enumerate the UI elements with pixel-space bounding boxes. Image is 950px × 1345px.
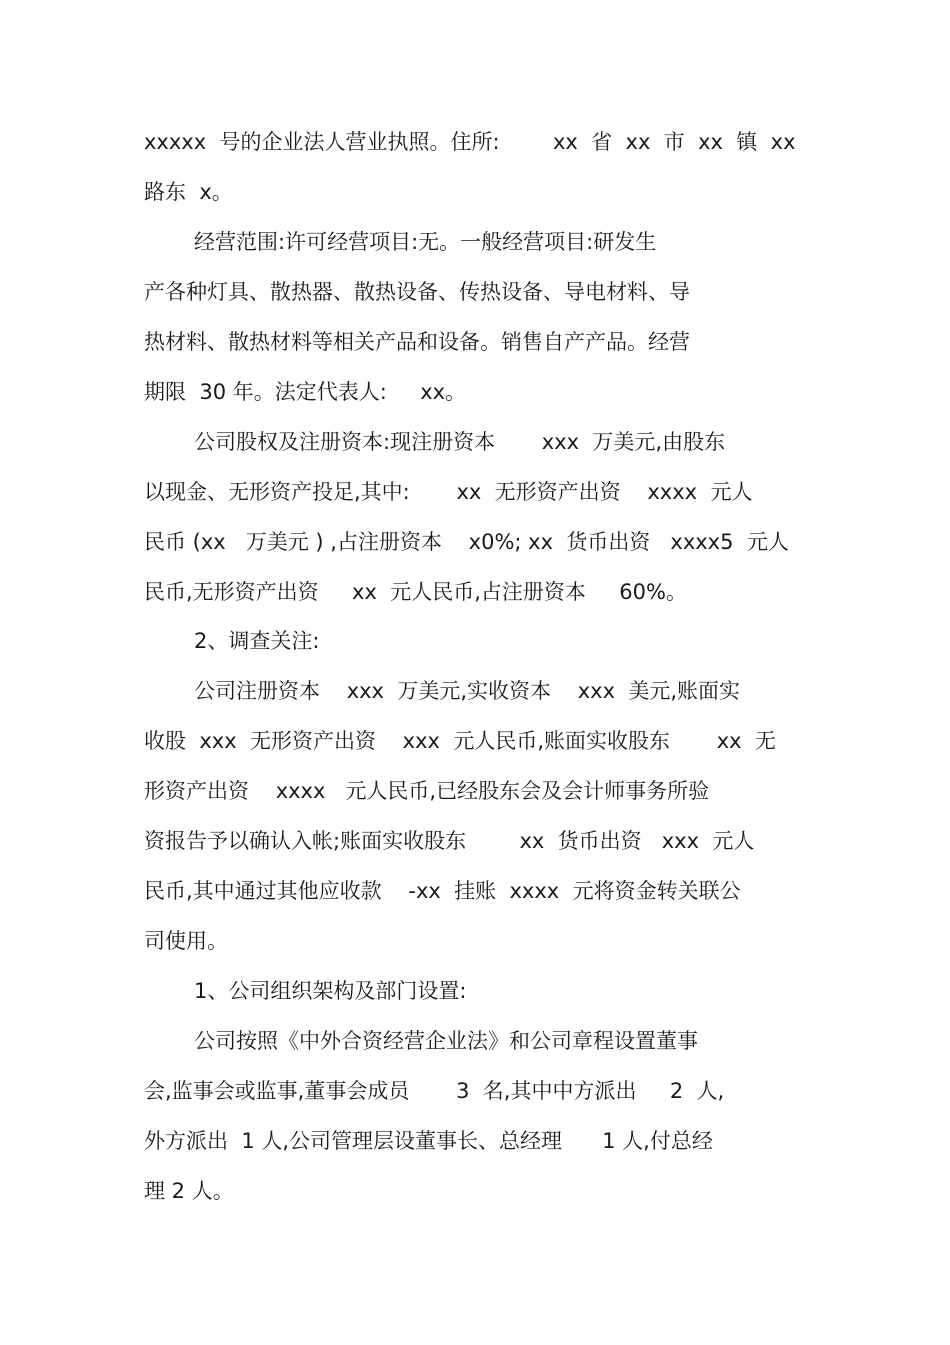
text-line: 司使用。: [144, 929, 228, 953]
section-heading: 2、调查关注:: [194, 629, 320, 653]
text-line: 会,监事会或监事,董事会成员 3 名,其中中方派出 2 人,: [144, 1079, 725, 1103]
text-line: 形资产出资 xxxx 元人民币,已经股东会及会计师事务所验: [144, 779, 710, 803]
text-line: 期限 30 年。法定代表人: xx。: [144, 380, 467, 404]
text-line: 产各种灯具、散热器、散热设备、传热设备、导电材料、导: [144, 280, 690, 304]
paragraph-start-line: 公司注册资本 xxx 万美元,实收资本 xxx 美元,账面实: [194, 679, 741, 703]
paragraph-start-line: 公司股权及注册资本:现注册资本 xxx 万美元,由股东: [194, 430, 726, 454]
text-line: 民币 (xx 万美元 ) ,占注册资本 x0%; xx 货币出资 xxxx5 元人: [144, 530, 789, 554]
text-line: xxxxx 号的企业法人营业执照。住所: xx 省 xx 市 xx 镇 xx: [144, 130, 796, 154]
text-line: 民币,无形资产出资 xx 元人民币,占注册资本 60%。: [144, 580, 687, 604]
text-line: 理 2 人。: [144, 1179, 234, 1203]
text-line: 收股 xxx 无形资产出资 xxx 元人民币,账面实收股东 xx 无: [144, 729, 776, 753]
paragraph-start-line: 公司按照《中外合资经营企业法》和公司章程设置董事: [194, 1029, 698, 1053]
text-line: 资报告予以确认入帐;账面实收股东 xx 货币出资 xxx 元人: [144, 829, 755, 853]
text-line: 外方派出 1 人,公司管理层设董事长、总经理 1 人,付总经: [144, 1129, 713, 1153]
section-heading: 1、公司组织架构及部门设置:: [194, 979, 467, 1003]
text-line: 以现金、无形资产投足,其中: xx 无形资产出资 xxxx 元人: [144, 480, 753, 504]
text-line: 路东 x。: [144, 180, 233, 204]
text-line: 热材料、散热材料等相关产品和设备。销售自产产品。经营: [144, 330, 690, 354]
text-line: 民币,其中通过其他应收款 -xx 挂账 xxxx 元将资金转关联公: [144, 879, 741, 903]
paragraph-start-line: 经营范围:许可经营项目:无。一般经营项目:研发生: [194, 230, 657, 254]
